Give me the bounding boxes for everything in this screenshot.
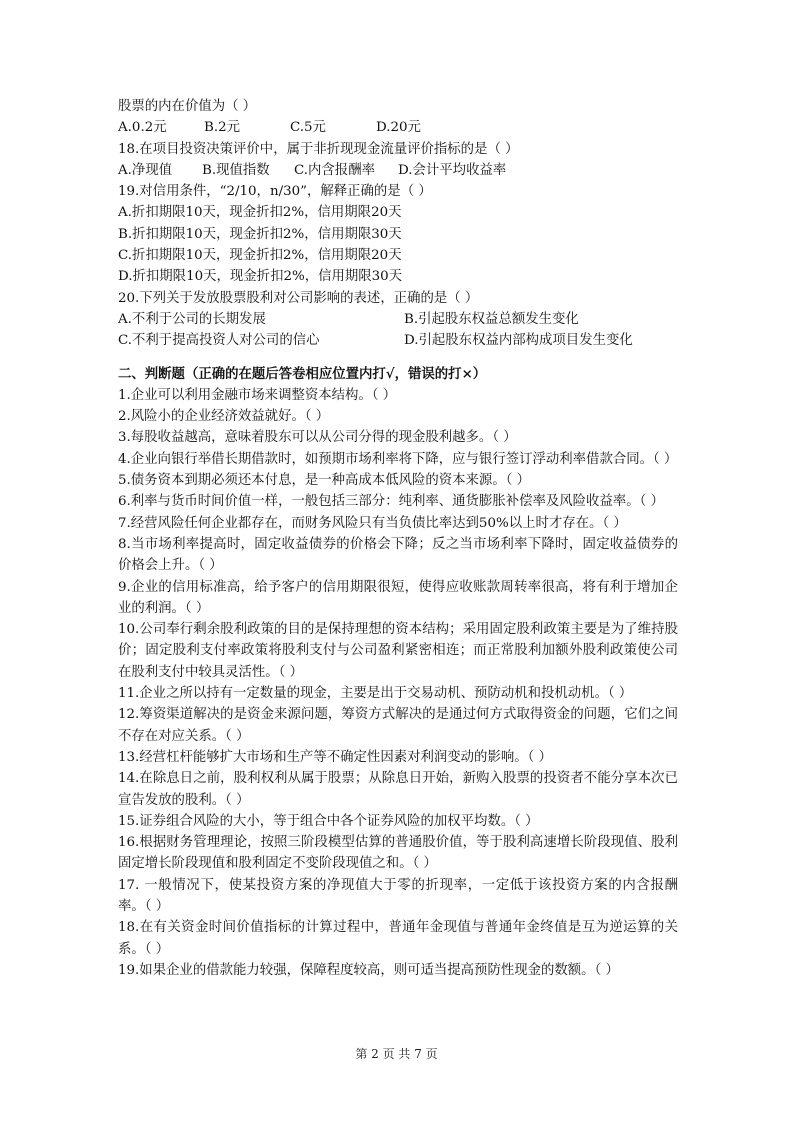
section-title-true-false: 二、判断题（正确的在题后答卷相应位置内打√，错误的打×） [118,365,487,382]
tf-question: 4.企业向银行举借长期借款时，如预期市场利率将下降，应与银行签订浮动利率借款合同。（ ） [118,451,678,467]
option-a: A.折扣期限10天，现金折扣2%，信用期限20天 [118,205,402,221]
option-c: C.内含报酬率 [294,162,375,178]
option-b: B.折扣期限10天，现金折扣2%，信用期限30天 [118,226,402,242]
tf-question: 18.在有关资金时间价值指标的计算过程中，普通年金现值与普通年金终值是互为逆运算的关系。（ ） [118,920,678,957]
question-20-options-row-2 [118,330,678,351]
option-d: D.引起股东权益内部构成项目发生变化 [404,333,633,349]
option-a: A.0.2元 [118,120,167,136]
tf-question: 10.公司奉行剩余股利政策的目的是保持理想的资本结构；采用固定股利政策主要是为了维持股价；固定股利支付率政策将股利支付与公司盈利紧密相连；而正常股利加额外股利政策使公司在股利支付中较具灵活性。（ ） [118,622,678,680]
question-17-tail: 股票的内在价值为（ ） [118,99,257,114]
tf-question: 9.企业的信用标准高，给予客户的信用期限很短，使得应收账款周转率很高，将有利于增加企业的利润。（ ） [118,579,678,616]
page-number-footer: 第 2 页 共 7 页 [355,1047,438,1061]
tf-question: 1.企业可以利用金融市场来调整资本结构。（ ） [118,387,397,403]
tf-question: 2.风险小的企业经济效益就好。（ ） [118,409,330,425]
question-18-options [118,160,678,181]
tf-question: 6.利率与货币时间价值一样，一般包括三部分：纯利率、通货膨胀补偿率及风险收益率。（ ） [118,494,664,510]
tf-question: 11.企业之所以持有一定数量的现金，主要是出于交易动机、预防动机和投机动机。（ ） [118,686,633,702]
option-b: B.现值指数 [202,162,270,178]
question-19: 19.对信用条件，“2/10，n/30”，解释正确的是（ ） [118,184,432,200]
option-d: D.20元 [376,120,421,136]
option-c: C.折扣期限10天，现金折扣2%，信用期限20天 [118,248,402,264]
tf-question: 8.当市场利率提高时，固定收益债券的价格会下降；反之当市场利率下降时，固定收益债券的价格会上升。（ ） [118,536,678,574]
tf-question: 7.经营风险任何企业都存在，而财务风险只有当负债比率达到50%以上时才存在。（ ） [118,515,627,531]
tf-question: 3.每股收益越高，意味着股东可以从公司分得的现金股利越多。（ ） [118,430,517,446]
option-a: A.净现值 [118,162,173,178]
tf-question: 17. 一般情况下，使某投资方案的净现值大于零的折现率，一定低于该投资方案的内含报酬率。（ ） [118,877,678,914]
tf-question: 14.在除息日之前，股利权利从属于股票；从除息日开始，新购入股票的投资者不能分享本次已宣告发放的股利。（ ） [118,771,678,808]
option-c: C.不利于提高投资人对公司的信心 [118,333,320,349]
option-a: A.不利于公司的长期发展 [118,311,266,327]
question-20: 20.下列关于发放股票股利对公司影响的表述，正确的是（ ） [118,290,479,306]
tf-question: 15.证券组合风险的大小，等于组合中各个证券风险的加权平均数。（ ） [118,813,539,829]
tf-question: 5.债务资本到期必须还本付息，是一种高成本低风险的资本来源。（ ） [118,473,531,489]
page-content [118,96,678,981]
question-20-options-row-1 [118,309,678,330]
option-c: C.5元 [290,120,326,136]
option-b: B.引起股东权益总额发生变化 [404,311,579,327]
tf-question: 19.如果企业的借款能力较强，保障程度较高，则可适当提高预防性现金的数额。（ ） [118,962,619,978]
tf-question: 16.根据财务管理理论，按照三阶段模型估算的普通股价值，等于股利高速增长阶段现值、股利固定增长阶段现值和股利固定不变阶段现值之和。（ ） [118,835,678,872]
question-18: 18.在项目投资决策评价中，属于非折现现金流量评价指标的是（ ） [118,141,519,157]
question-17-options [118,117,678,138]
tf-question: 13.经营杠杆能够扩大市场和生产等不确定性因素对利润变动的影响。（ ） [118,749,552,765]
option-b: B.2元 [204,120,241,136]
tf-question: 12.筹资渠道解决的是资金来源问题，筹资方式解决的是通过何方式取得资金的问题，它们之间不存在对应关系。（ ） [118,707,678,744]
option-d: D.折扣期限10天，现金折扣2%，信用期限30天 [118,269,403,285]
option-d: D.会计平均收益率 [398,162,507,178]
